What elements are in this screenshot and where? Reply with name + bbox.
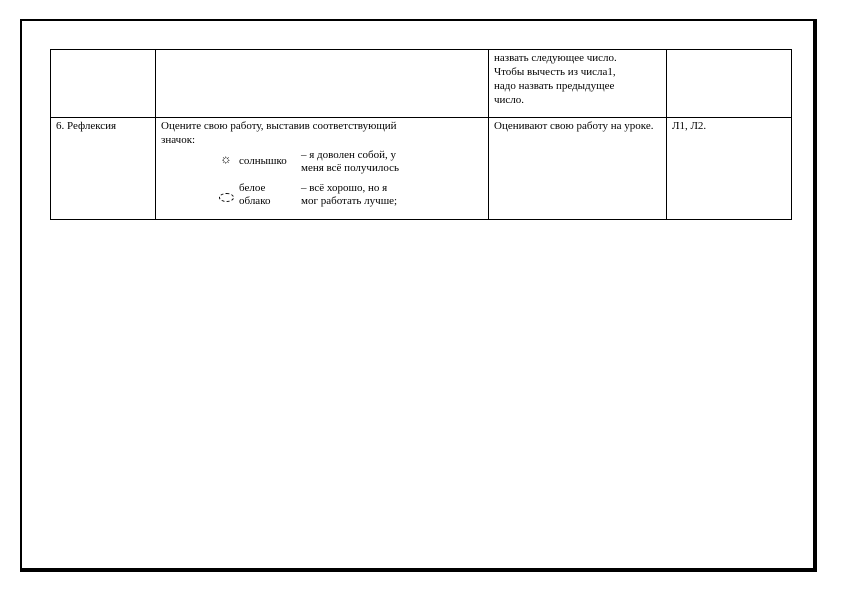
- indicator-name: солнышко: [239, 155, 287, 167]
- indicator-name: [239, 182, 301, 208]
- text-line: число.: [494, 94, 525, 106]
- student-activity-cell: Оценивают свою работу на уроке.: [489, 118, 667, 220]
- description-line: мог работать лучше;: [301, 195, 398, 207]
- indicator-list: [161, 147, 483, 215]
- instruction-line: значок:: [161, 134, 196, 146]
- text-line: надо назвать предыдущее: [494, 80, 615, 92]
- stage-cell: 6. Рефлексия: [51, 118, 156, 220]
- indicator-sun: [213, 149, 431, 175]
- teacher-activity-cell: [156, 50, 489, 118]
- text-line: назвать следующее число.: [494, 52, 617, 64]
- uud-cell: Л1, Л2.: [667, 118, 792, 220]
- indicator-description: [301, 149, 431, 175]
- description-line: – я доволен собой, у: [301, 149, 397, 161]
- description-line: меня всё получилось: [301, 162, 399, 174]
- indicator-cloud: [213, 182, 431, 208]
- lesson-table: [50, 49, 792, 220]
- stage-cell: [51, 50, 156, 118]
- teacher-activity-cell: [156, 118, 489, 220]
- cloud-icon: [219, 193, 234, 202]
- uud-cell: [667, 50, 792, 118]
- table-row: [51, 118, 792, 220]
- sun-icon: ☼: [220, 151, 232, 166]
- name-line: облако: [239, 195, 271, 207]
- text-line: Чтобы вычесть из числа1,: [494, 66, 616, 78]
- table-row: [51, 50, 792, 118]
- description-line: – всё хорошо, но я: [301, 182, 388, 194]
- student-activity-cell: [489, 50, 667, 118]
- name-line: белое: [239, 182, 266, 194]
- indicator-description: [301, 182, 431, 208]
- instruction-line: Оцените свою работу, выставив соответствующий: [161, 120, 397, 132]
